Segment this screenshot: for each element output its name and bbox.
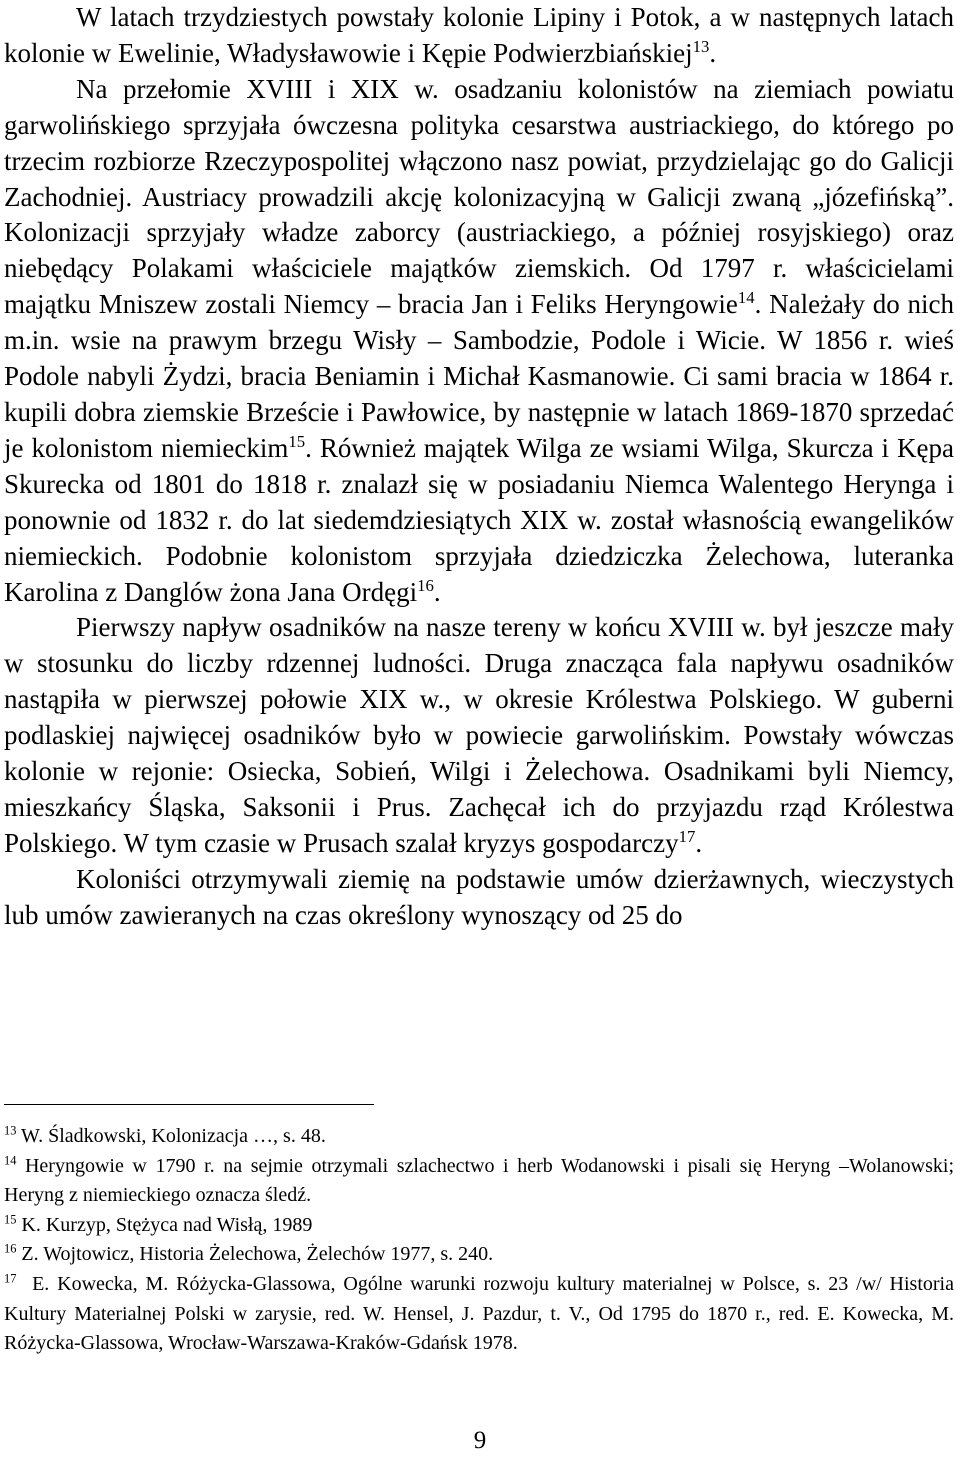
footnote-separator	[4, 1104, 374, 1105]
paragraph	[4, 0, 954, 72]
footnote-reference: 17	[678, 826, 696, 846]
page-number: 9	[473, 1427, 487, 1454]
footnote	[4, 1152, 959, 1211]
footnote-reference: 16	[417, 575, 434, 595]
footnote-number: 16	[4, 1241, 17, 1256]
footnote-text: Heryngowie w 1790 r. na sejmie otrzymali szlachectwo i herb Wodanowski i pisali się Heryng –Wolanowski; Heryng z niemieckiego oznacza śledź.	[4, 1154, 959, 1207]
footnote-reference: 13	[692, 36, 710, 56]
footnote-text: W. Śladkowski, Kolonizacja …, s. 48.	[16, 1125, 326, 1147]
footnote	[4, 1270, 959, 1359]
paragraph-text: .	[709, 37, 717, 68]
footnotes	[4, 1122, 959, 1359]
footnote-text: E. Kowecka, M. Różycka-Glassowa, Ogólne warunki rozwoju kultury materialnej w Polsce, s. 23 /w/ Historia Kultury Materialnej Polski w zarysie, red. W. Hensel, J. Pazdur, t. V., Od 1795 do 1870 r., red. E. Kowecka, M. Różycka-Glassowa, Wrocław-Warszawa-Kraków-Gdańsk 1978.	[4, 1272, 959, 1355]
paragraph-text: Na przełomie XVIII i XIX w. osadzaniu kolonistów na ziemiach powiatu garwolińskiego sprzyjała ówczesna polityka cesarstwa austriackiego, do którego po trzecim rozbiorze Rzeczypospolitej włączono nasz powiat, przydzielając go do Galicji Zachodniej. Austriacy prowadzili akcję kolonizacyjną w Galicji zwaną „józefińską”. Kolonizacji sprzyjały władze zaborcy (austriackiego, a później rosyjskiego) oraz niebędący Polakami właściciele majątków ziemskich. Od 1797 r. właścicielami majątku Mniszew zostali Niemcy – bracia Jan i Feliks Heryngowie	[4, 73, 954, 320]
paragraph-text: Koloniści otrzymywali ziemię na podstawie umów dzierżawnych, wieczystych lub umów zawieranych na czas określony wynoszący od 25 do	[4, 863, 954, 930]
paragraph-text: .	[433, 576, 441, 607]
paragraph	[4, 610, 954, 861]
footnote-reference: 14	[737, 288, 755, 308]
footnote-reference: 15	[288, 431, 306, 451]
footnote-number: 17	[4, 1271, 17, 1286]
paragraph-text: . Należały do nich m.in. wsie na prawym brzegu Wisły – Sambodzie, Podole i Wicie. W 1856 r. wieś Podole nabyli Żydzi, bracia Beniamin i Michał Kasmanowie. Ci sami bracia w 1864 r. kupili dobra ziemskie Brzeście i Pawłowice, by następnie w latach 1869-1870 sprzedać je kolonistom niemieckim	[4, 289, 954, 463]
footnote	[4, 1240, 954, 1270]
footnote	[4, 1211, 954, 1241]
footnote-number: 15	[4, 1212, 17, 1227]
footnote-text: K. Kurzyp, Stężyca nad Wisłą, 1989	[16, 1213, 313, 1236]
paragraph-text: .	[695, 827, 703, 858]
footnote-number: 13	[4, 1123, 17, 1138]
paragraph	[4, 862, 954, 934]
paragraph-text: . Również majątek Wilga ze wsiami Wilga, Skurcza i Kępa Skurecka od 1801 do 1818 r. znalazł się w posiadaniu Niemca Walentego Herynga i ponownie od 1832 r. do lat siedemdziesiątych XIX w. został własnością ewangelików niemieckich. Podobnie kolonistom sprzyjała dziedziczka Żelechowa, luteranka Karolina z Danglów żona Jana Ordęgi	[4, 432, 954, 607]
body-text	[4, 0, 954, 934]
footnote	[4, 1122, 954, 1152]
paragraph-text: Pierwszy napływ osadników na nasze tereny w końcu XVIII w. był jeszcze mały w stosunku do liczby rdzennej ludności. Druga znacząca fala napływu osadników nastąpiła w pierwszej połowie XIX w., w okresie Królestwa Polskiego. W guberni podlaskiej najwięcej osadników było w powiecie garwolińskim. Powstały wówczas kolonie w rejonie: Osiecka, Sobień, Wilgi i Żelechowa. Osadnikami byli Niemcy, mieszkańcy Śląska, Saksonii i Prus. Zachęcał ich do przyjazdu rząd Królestwa Polskiego. W tym czasie w Prusach szalał kryzys gospodarczy	[4, 612, 954, 858]
footnote-text: Z. Wojtowicz, Historia Żelechowa, Żelechów 1977, s. 240.	[16, 1243, 494, 1266]
paragraph-text: W latach trzydziestych powstały kolonie Lipiny i Potok, a w następnych latach kolonie w Ewelinie, Władysławowie i Kępie Podwierzbiańskiej	[4, 2, 954, 68]
paragraph	[4, 72, 954, 611]
footnote-number: 14	[4, 1152, 17, 1167]
